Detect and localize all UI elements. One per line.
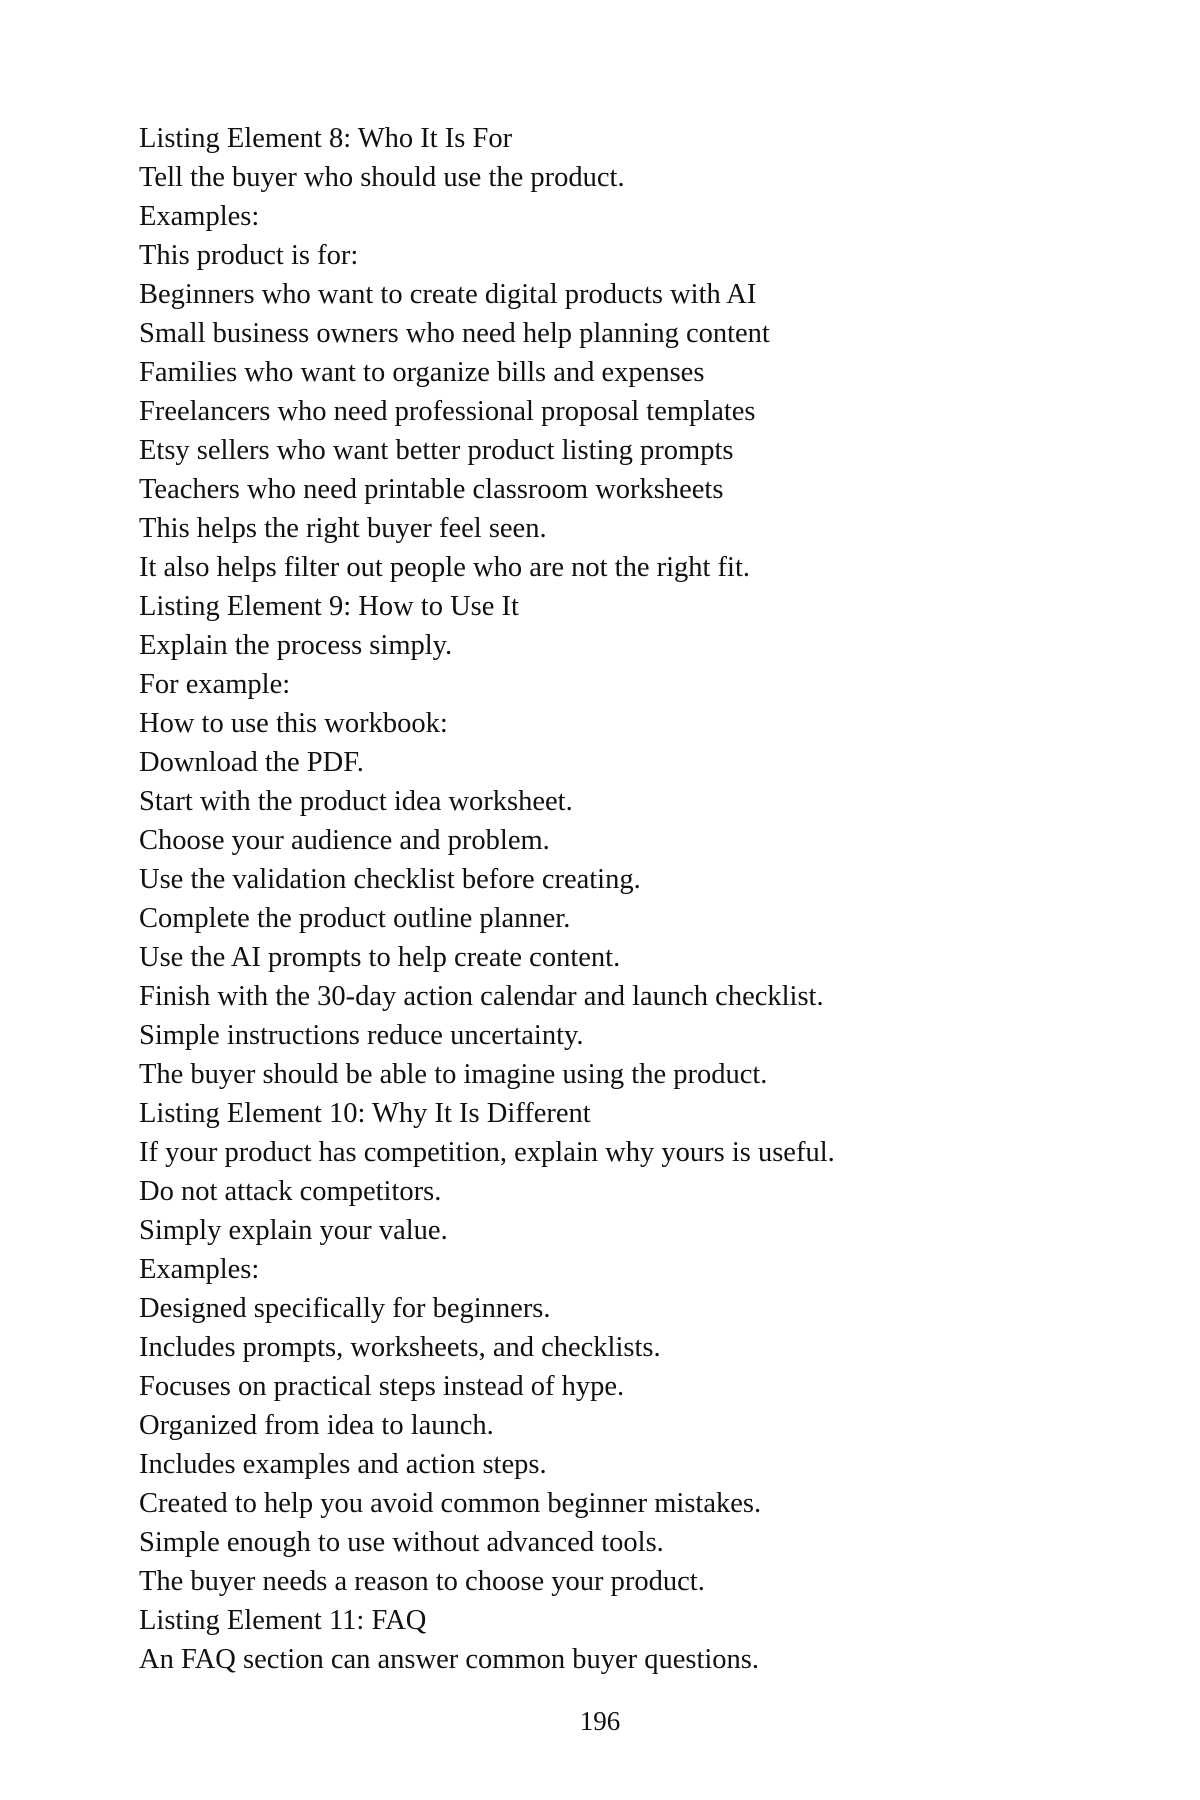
list-item: Simple enough to use without advanced tools. — [139, 1527, 664, 1558]
list-item: Download the PDF. — [139, 747, 364, 778]
list-item: Organized from idea to launch. — [139, 1410, 494, 1441]
list-item: Beginners who want to create digital products with AI — [139, 279, 757, 310]
list-item: Small business owners who need help planning content — [139, 318, 770, 349]
list-item: Families who want to organize bills and expenses — [139, 357, 705, 388]
text-line: The buyer should be able to imagine using the product. — [139, 1059, 768, 1090]
list-item: Use the validation checklist before creating. — [139, 864, 641, 895]
list-item: Created to help you avoid common beginner mistakes. — [139, 1488, 762, 1519]
text-line: This helps the right buyer feel seen. — [139, 513, 547, 544]
page-body — [139, 119, 1099, 1679]
list-item: Freelancers who need professional proposal templates — [139, 396, 756, 427]
text-line: Examples: — [139, 1254, 260, 1285]
text-line: The buyer needs a reason to choose your product. — [139, 1566, 705, 1597]
heading-listing-element-9: Listing Element 9: How to Use It — [139, 591, 519, 622]
list-item: Includes prompts, worksheets, and checklists. — [139, 1332, 661, 1363]
list-item: Etsy sellers who want better product listing prompts — [139, 435, 734, 466]
text-line: Do not attack competitors. — [139, 1176, 442, 1207]
text-line: If your product has competition, explain why yours is useful. — [139, 1137, 835, 1168]
heading-listing-element-10: Listing Element 10: Why It Is Different — [139, 1098, 591, 1129]
text-line: An FAQ section can answer common buyer questions. — [139, 1644, 760, 1675]
list-item: Teachers who need printable classroom worksheets — [139, 474, 724, 505]
list-item: Finish with the 30-day action calendar and launch checklist. — [139, 981, 824, 1012]
list-item: Includes examples and action steps. — [139, 1449, 547, 1480]
list-item: Use the AI prompts to help create content. — [139, 942, 621, 973]
list-item: Complete the product outline planner. — [139, 903, 571, 934]
list-item: Focuses on practical steps instead of hype. — [139, 1371, 625, 1402]
list-item: Choose your audience and problem. — [139, 825, 550, 856]
text-line: Explain the process simply. — [139, 630, 453, 661]
text-line: Examples: — [139, 201, 260, 232]
text-line: How to use this workbook: — [139, 708, 448, 739]
text-line: For example: — [139, 669, 291, 700]
text-line: Simply explain your value. — [139, 1215, 448, 1246]
text-line: Simple instructions reduce uncertainty. — [139, 1020, 584, 1051]
list-item: Start with the product idea worksheet. — [139, 786, 573, 817]
heading-listing-element-11: Listing Element 11: FAQ — [139, 1605, 427, 1636]
text-line: It also helps filter out people who are not the right fit. — [139, 552, 751, 583]
list-item: Designed specifically for beginners. — [139, 1293, 551, 1324]
text-line: Tell the buyer who should use the product. — [139, 162, 625, 193]
page-number: 196 — [579, 1706, 621, 1736]
heading-listing-element-8: Listing Element 8: Who It Is For — [139, 123, 513, 154]
text-line: This product is for: — [139, 240, 359, 271]
